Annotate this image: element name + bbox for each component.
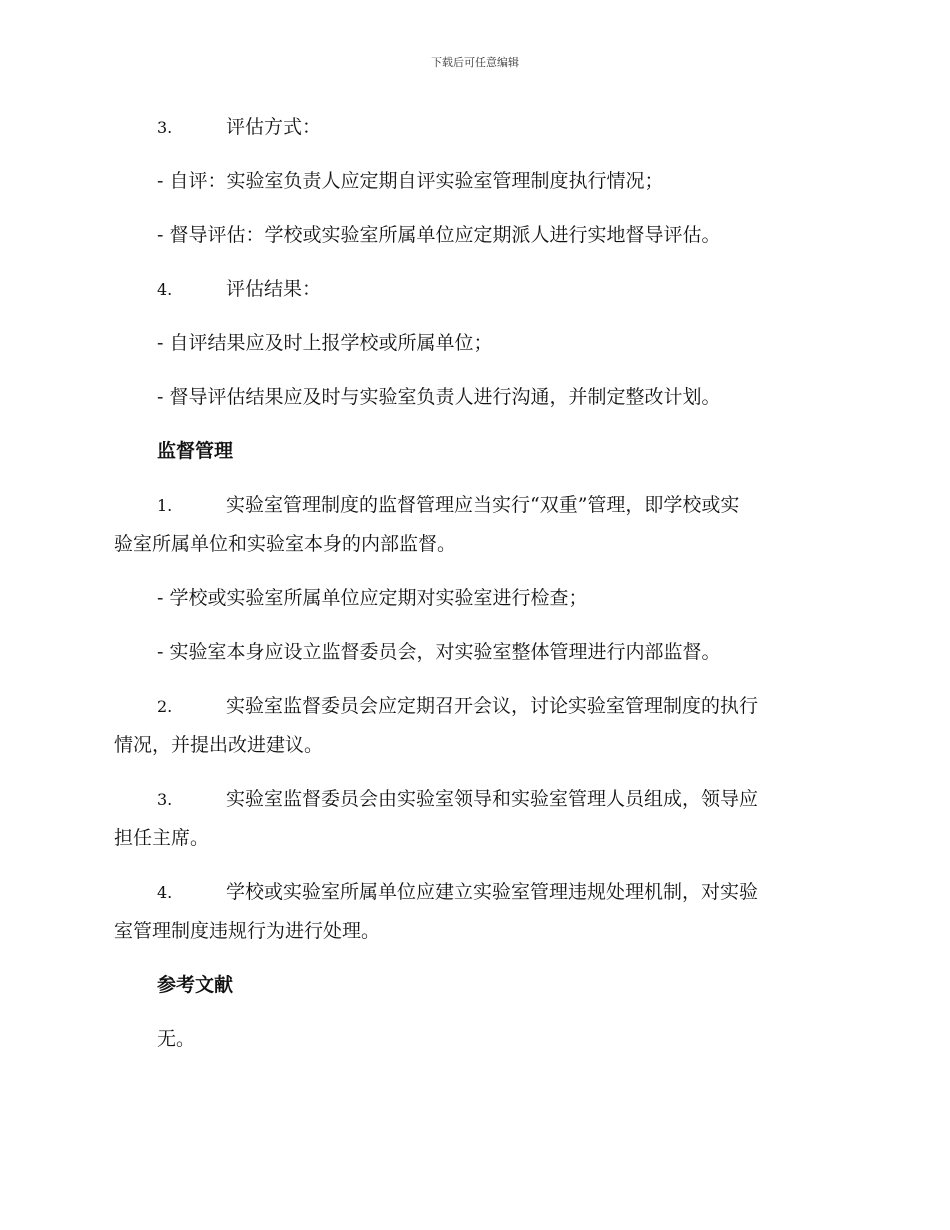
eval-method-supervise: - 督导评估：学校或实验室所属单位应定期派人进行实地督导评估。 (157, 224, 721, 246)
item-text-line2: 担任主席。 (114, 827, 210, 849)
item-number: 3. (157, 790, 173, 809)
item-text-line1: 实验室管理制度的监督管理应当实行“双重”管理，即学校或实 (226, 494, 740, 516)
item-text-line1: 实验室监督委员会由实验室领导和实验室管理人员组成，领导应 (226, 788, 759, 810)
supervision-item-1 (114, 486, 834, 564)
page-header: 下载后可任意编辑 (431, 56, 519, 69)
supervision-item-2 (114, 687, 834, 765)
section-heading-supervision: 监督管理 (157, 440, 234, 462)
item-text-line1: 实验室监督委员会应定期召开会议，讨论实验室管理制度的执行 (226, 695, 759, 717)
eval-method-item (114, 108, 834, 147)
item-text-line2: 情况，并提出改进建议。 (114, 734, 324, 756)
supervision-sub-1: - 学校或实验室所属单位应定期对实验室进行检查； (157, 587, 588, 609)
item-number: 4. (157, 280, 173, 299)
item-text-line2: 验室所属单位和实验室本身的内部监督。 (114, 533, 457, 555)
document-body (114, 108, 834, 1059)
supervision-item-4 (114, 873, 834, 951)
supervision-sub-2: - 实验室本身应设立监督委员会，对实验室整体管理进行内部监督。 (157, 641, 721, 663)
section-heading-references: 参考文献 (157, 974, 234, 996)
references-body: 无。 (157, 1028, 196, 1050)
eval-result-self: - 自评结果应及时上报学校或所属单位； (157, 332, 493, 354)
eval-method-self: - 自评：实验室负责人应定期自评实验室管理制度执行情况； (157, 170, 664, 192)
item-number: 4. (157, 883, 173, 902)
item-text-line2: 室管理制度违规行为进行处理。 (114, 920, 381, 942)
item-label: 评估方式： (226, 116, 322, 138)
item-text-line1: 学校或实验室所属单位应建立实验室管理违规处理机制，对实验 (226, 881, 759, 903)
item-number: 3. (157, 118, 173, 137)
eval-result-supervise: - 督导评估结果应及时与实验室负责人进行沟通，并制定整改计划。 (157, 386, 721, 408)
item-number: 2. (157, 697, 173, 716)
supervision-item-3 (114, 780, 834, 858)
item-label: 评估结果： (226, 278, 322, 300)
eval-result-item (114, 270, 834, 309)
item-number: 1. (157, 496, 173, 515)
